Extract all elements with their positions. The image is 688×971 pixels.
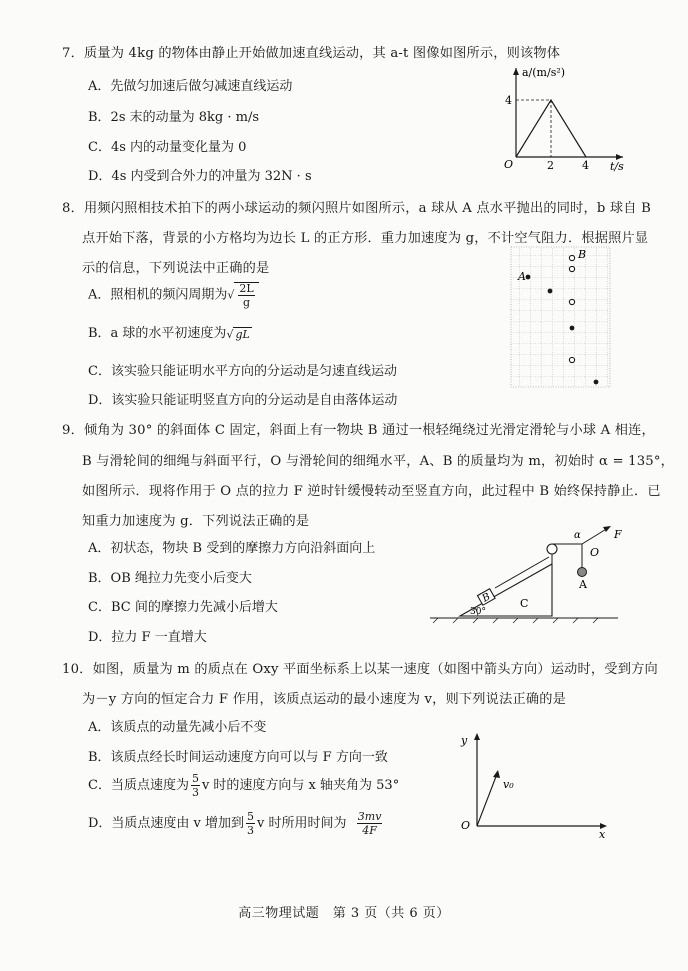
q9-stem-3: 如图所示．现将作用于 O 点的拉力 F 逆时针缓慢转动至竖直方向，此过程中 B 始终保持静止．已 [82,484,661,499]
q9-stem-2: B 与滑轮间的细绳与斜面平行，O 与滑轮间的细绳水平，A、B 的质量均为 m，初始时 α = 135°， [82,454,675,469]
q8-ball-b-3 [569,299,574,304]
q8-ball-b-1 [569,255,574,260]
q8-option-a: A．照相机的频闪周期为√ $\frac{2L}{g}$ [88,282,259,308]
q9-option-d: D．拉力 F 一直增大 [88,630,207,645]
q9-stem-4: 知重力加速度为 g．下列说法正确的是 [82,514,310,529]
q7-xtick-2: 2 [547,159,554,172]
q8-label-b: B [578,248,587,261]
q7-at-graph [498,62,628,172]
q10-option-b: B．该质点经长时间运动速度方向可以与 F 方向一致 [88,750,388,765]
q9-option-b: B．OB 绳拉力先变小后变大 [88,571,252,586]
q10-stem-1: 10．如图，质量为 m 的质点在 Oxy 平面坐标系上以某一速度（如图中箭头方向）运动时，受到方向 [62,662,658,677]
q10-xlabel: x [599,828,606,840]
q10-origin: O [461,819,471,832]
q10-xy-figure [455,728,615,840]
q7-option-d: D．4s 内受到合外力的冲量为 32N · s [88,169,312,184]
q8-ball-b-4 [569,357,574,362]
q9-pulley [547,544,557,554]
q8-ball-a-3 [570,326,575,331]
q9-label-alpha: α [574,530,581,541]
q9-ball-a [578,568,587,577]
q9-option-a: A．初状态，物块 B 受到的摩擦力方向沿斜面向上 [88,541,376,556]
q10-ylabel: y [461,734,468,747]
q8-stem-3: 示的信息，下列说法中正确的是 [82,261,270,276]
q10-option-c: C．当质点速度为 $\frac{5}{3}$ v 时的速度方向与 x 轴夹角为 53° [88,772,400,799]
q7-ytick: 4 [505,94,512,107]
q8-option-d: D．该实验只能证明竖直方向的分运动是自由落体运动 [88,393,398,408]
q7-xlabel: t/s [610,160,624,172]
q9-label-f: F [614,528,622,541]
q9-stem-1: 9．倾角为 30° 的斜面体 C 固定，斜面上有一物块 B 通过一根轻绳绕过光滑定滑轮与小球 A 相连， [62,423,655,438]
q9-label-c: C [520,597,529,610]
q10-option-d: D．当质点速度由 v 增加到 $\frac{5}{3}$ v 时所用时间为 $\frac{3mv}{4F}$ [88,810,382,837]
q9-label-b: B [480,591,493,605]
q10-stem-2: 为－y 方向的恒定合力 F 作用，该质点运动的最小速度为 v，则下列说法正确的是 [82,692,567,707]
q7-xtick-4: 4 [582,159,589,172]
q7-option-c: C．4s 内的动量变化量为 0 [88,140,247,155]
q8-label-a: A [518,270,526,283]
q9-label-o: O [590,546,600,559]
q8-strobe-grid [508,244,614,390]
q8-option-b: B．a 球的水平初速度为√ gL [88,326,250,341]
q8-option-c: C．该实验只能证明水平方向的分运动是匀速直线运动 [88,364,397,379]
q9-angle-label: 30° [470,607,486,617]
q8-ball-a-2 [548,289,553,294]
q10-option-a: A．该质点的动量先减小后不变 [88,720,267,735]
q8-ball-b-2 [569,266,574,271]
q8-ball-a-4 [594,380,599,385]
q9-label-a: A [579,578,587,591]
q7-stem: 7．质量为 4kg 的物体由静止开始做加速直线运动，其 a-t 图像如图所示，则该物体 [62,46,561,61]
q9-incline-figure [428,524,628,624]
q8-ball-a-1 [526,275,531,280]
q8-stem-2: 点开始下落，背景的小方格均为边长 L 的正方形．重力加速度为 g，不计空气阻力．根据照片显 [82,231,649,246]
q7-option-a: A．先做匀加速后做匀减速直线运动 [88,79,293,94]
q7-origin: O [504,158,514,171]
page-footer: 高三物理试题 第 3 页（共 6 页） [238,906,450,921]
q7-option-b: B．2s 末的动量为 8kg · m/s [88,110,260,125]
q10-v0-label: v₀ [503,778,514,791]
q7-ylabel: a/(m/s²) [522,66,566,79]
q9-option-c: C．BC 间的摩擦力先减小后增大 [88,600,278,615]
q8-stem-1: 8．用频闪照相技术拍下的两小球运动的频闪照片如图所示，a 球从 A 点水平抛出的同时，b 球自 B [62,201,651,216]
